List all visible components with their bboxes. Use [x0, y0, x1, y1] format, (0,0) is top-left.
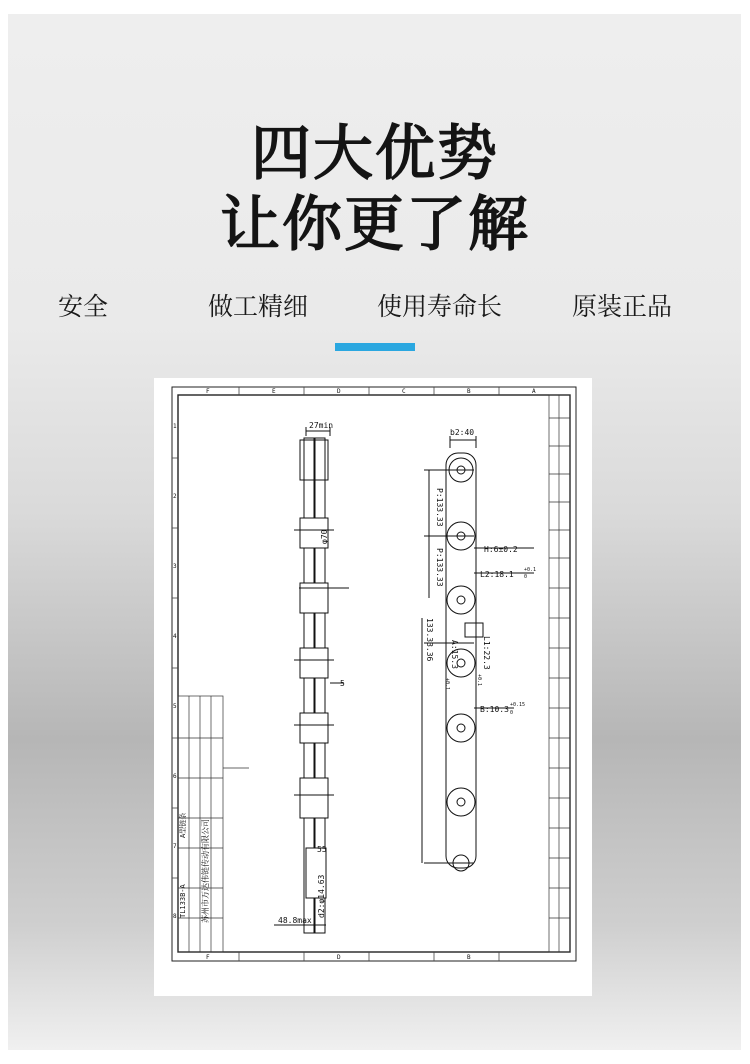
dim-l2-tol: +0.1 [524, 567, 537, 573]
grid-letter-d-bottom: D [337, 954, 341, 961]
dim-pitch-2: P:133.33 [435, 548, 444, 587]
technical-drawing [154, 378, 592, 996]
drawing-svg [154, 378, 592, 996]
title-company: 苏州市万达伟链传动有限公司 [201, 819, 210, 923]
grid-letter-e: E [272, 388, 276, 395]
grid-letter-c: C [402, 388, 406, 395]
dim-l2-tol-low: 0 [524, 574, 528, 580]
dim-total: 133.33.36 [425, 618, 434, 662]
grid-number-8: 8 [173, 913, 177, 920]
dim-b-tol-low: 0 [510, 710, 514, 716]
grid-letter-d: D [337, 388, 341, 395]
grid-number-5: 5 [173, 703, 177, 710]
dim-l1-tol: +0.1 [476, 674, 482, 687]
dim-a: A:15.3 [450, 640, 459, 669]
grid-number-2: 2 [173, 493, 177, 500]
dim-pitch-1: P:133.33 [435, 488, 444, 527]
dim-a-tol: +0.1 [444, 678, 450, 691]
dim-b: B:10.3 [480, 705, 509, 714]
dim-h: H:6±0.2 [484, 545, 518, 554]
grid-ticks [172, 387, 499, 961]
grid-letter-a: A [532, 388, 536, 395]
dim-27min: 27min [309, 421, 334, 430]
outer-frame [172, 387, 576, 961]
grid-number-4: 4 [173, 633, 177, 640]
feature-long-life: 使用寿命长 [377, 292, 503, 321]
grid-number-1: 1 [173, 423, 177, 430]
title-part: A型链条 [179, 812, 187, 838]
dim-b2: b2:40 [450, 428, 475, 437]
grid-letter-b: B [467, 388, 471, 395]
left-view [274, 427, 349, 933]
title-drawing-no: TL133B-A [179, 884, 187, 918]
headline-line-1: 四大优势 [251, 119, 499, 189]
dim-l1: L1:22.3 [482, 636, 491, 670]
dim-5: 5 [340, 679, 345, 688]
tolerance-table [549, 395, 570, 952]
headline-line-2: 让你更了解 [220, 190, 530, 260]
grid-letter-f: F [206, 388, 210, 395]
dim-55: 55 [317, 845, 327, 854]
feature-safe: 安全 [58, 292, 109, 321]
inner-frame [178, 395, 570, 952]
dim-b-tol: +0.15 [510, 702, 526, 708]
dim-phi70: φ70 [320, 529, 329, 544]
grid-letter-b-bottom: B [467, 954, 471, 961]
grid-number-6: 6 [173, 773, 177, 780]
title-block [178, 696, 249, 952]
feature-genuine: 原装正品 [572, 292, 673, 321]
dim-d2: d2:φ14.63 [317, 874, 326, 918]
dim-l2: L2:18.1 [480, 570, 514, 579]
grid-letter-f-bottom: F [206, 954, 210, 961]
dim-48max: 48.8max [278, 916, 312, 925]
accent-bar [335, 343, 415, 351]
grid-number-7: 7 [173, 843, 177, 850]
feature-fine-workmanship: 做工精细 [208, 292, 309, 321]
grid-number-3: 3 [173, 563, 177, 570]
